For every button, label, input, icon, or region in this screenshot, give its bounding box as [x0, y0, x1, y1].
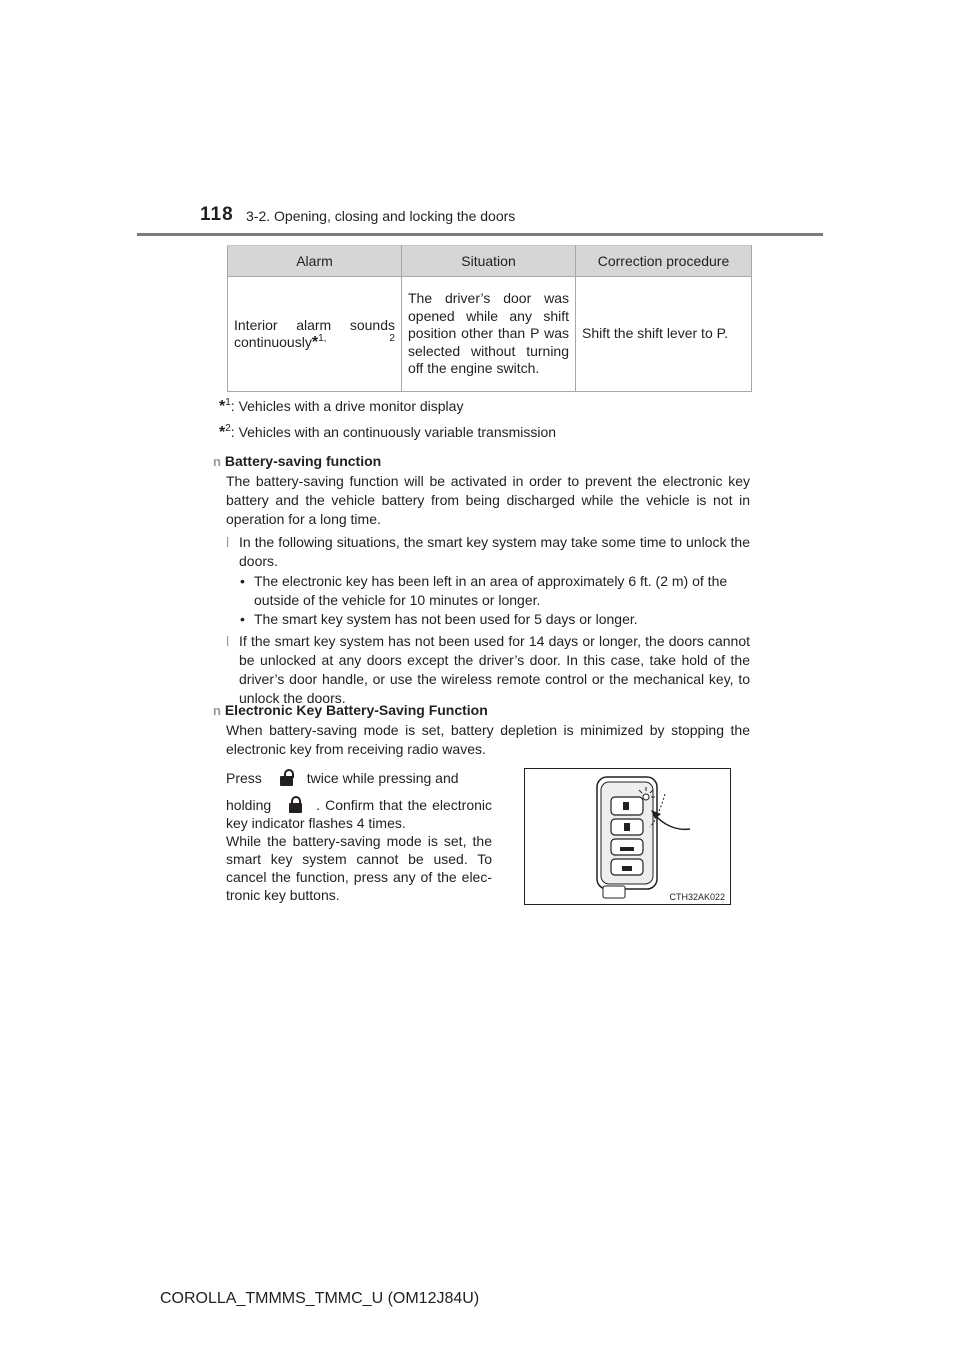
alarm-text: Interior alarm sounds continuously [234, 316, 395, 350]
page-number: 118 [200, 204, 234, 225]
list-item: l In the following situations, the smart key system may take some time to unlock the doors. [226, 534, 750, 569]
heading-battery-saving: n Battery-saving function [213, 453, 382, 469]
electronic-key-figure [524, 768, 731, 905]
smart-key-illustration [525, 769, 730, 904]
heading-marker-icon: n [213, 454, 221, 469]
asterisk-icon: * [219, 424, 226, 441]
column-header-alarm: Alarm [228, 246, 402, 277]
battery-saving-intro: The battery-saving function will be activated in order to prevent the electronic key battery and the vehicle battery from being discharged while the vehicle is not in operation for a long time. [226, 473, 750, 527]
column-header-situation: Situation [402, 246, 576, 277]
unlock-icon [280, 769, 293, 786]
cell-alarm [228, 277, 402, 392]
press-instructions: Press twice while pressing and holding . Confirm that the electronic key indicator flashes 4 times. While the battery-saving mode is set, the smart key system cannot be used. To cancel the function, press any of the elec-tronic key buttons. [226, 770, 492, 903]
column-header-correction: Correction procedure [576, 246, 752, 277]
asterisk-icon: * [311, 334, 319, 351]
footer-model-code: COROLLA_TMMMS_TMMC_U (OM12J84U) [160, 1290, 480, 1307]
footnote-1: *$^1$: Vehicles with a drive monitor display [219, 397, 464, 415]
press-body: While the battery-saving mode is set, the smart key system cannot be used. To cancel the function, press any of the elec-tronic key buttons. [226, 833, 492, 903]
sub-list-item: • The electronic key has been left in an area of approximately 6 ft. (2 m) of the outside of the vehicle for 10 minutes or longer. [240, 573, 728, 608]
alarm-footnote-ref: 1, 2 [318, 333, 395, 344]
table-row [228, 277, 752, 392]
bullet-icon: • [240, 573, 245, 589]
sub-list-item: • The smart key system has not been used for 5 days or longer. [240, 611, 638, 627]
list-item: l If the smart key system has not been used for 14 days or longer, the doors cannot be unlocked at any doors except the driver’s door. In this case, take hold of the driver’s door handle, or use the wireless remote control or the mechanical key, to unlock the doors. [226, 633, 750, 706]
bullet-icon: l [226, 633, 230, 649]
bullet-icon: l [226, 534, 230, 550]
asterisk-icon: * [219, 398, 226, 415]
section-title: 3-2. Opening, closing and locking the doors [246, 208, 516, 224]
alarm-table [227, 245, 752, 392]
electronic-key-intro: When battery-saving mode is set, battery depletion is minimized by stopping the electronic key from receiving radio waves. [226, 722, 750, 757]
table-header-row [228, 246, 752, 277]
header-rule [137, 233, 823, 236]
cell-situation: The driver’s door was opened while any shift position other than P was selected without turning off the engine switch. [402, 277, 576, 392]
bullet-icon: • [240, 611, 245, 627]
heading-electronic-key: n Electronic Key Battery-Saving Function [213, 702, 488, 718]
cell-correction: Shift the shift lever to P. [576, 277, 752, 392]
footnote-2: *$^2$: Vehicles with an continuously variable transmission [219, 423, 557, 441]
heading-marker-icon: n [213, 703, 221, 718]
lock-icon [289, 796, 302, 813]
figure-code: CTH32AK022 [669, 892, 725, 902]
